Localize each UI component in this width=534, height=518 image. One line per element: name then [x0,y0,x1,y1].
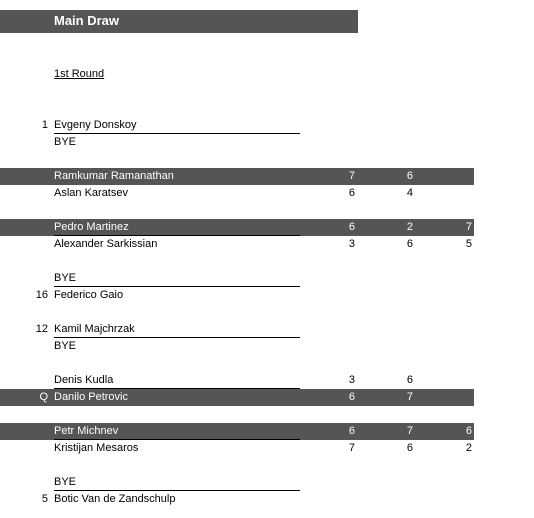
player-row [0,185,474,202]
player-name: Botic Van de Zandschulp [54,493,176,505]
player-name: Danilo Petrovic [54,391,128,403]
draw-header-bar [0,10,358,33]
player-name: Evgeny Donskoy [54,119,137,131]
player-name: BYE [54,136,77,148]
set-score: 6 [406,238,413,250]
player-row [0,236,474,253]
set-score: 3 [348,238,355,250]
set-score: 7 [348,170,355,182]
set-score: 2 [465,442,472,454]
set-score: 6 [465,425,472,437]
player-name: Alexander Sarkissian [54,238,158,250]
player-name: BYE [54,476,77,488]
player-name: BYE [54,272,77,284]
round-label: 1st Round [54,68,105,80]
set-score: 7 [406,391,413,403]
player-row [0,474,474,491]
set-score: 7 [465,221,472,233]
player-row [0,491,474,508]
player-row [0,219,474,236]
player-name: BYE [54,340,77,352]
set-score: 6 [348,391,355,403]
player-row [0,389,474,406]
set-score: 6 [348,187,355,199]
player-row [0,117,474,134]
set-score: 3 [348,374,355,386]
set-score: 6 [348,221,355,233]
set-score: 7 [406,425,413,437]
player-name: Pedro Martinez [54,221,129,233]
player-row [0,287,474,304]
player-row [0,321,474,338]
seed-label: Q [39,391,48,403]
player-row [0,372,474,389]
set-score: 6 [406,170,413,182]
player-row [0,134,474,151]
player-row [0,440,474,457]
player-row [0,270,474,287]
player-name: Kristijan Mesaros [54,442,139,454]
set-score: 7 [348,442,355,454]
seed-label: 16 [35,289,48,301]
set-score: 6 [406,374,413,386]
draw-title: Main Draw [54,13,120,28]
player-row [0,338,474,355]
seed-label: 5 [41,493,48,505]
player-name: Federico Gaio [54,289,124,301]
player-name: Denis Kudla [54,374,114,386]
set-score: 2 [406,221,413,233]
seed-label: 1 [41,119,48,131]
player-name: Kamil Majchrzak [54,323,135,335]
set-score: 4 [406,187,413,199]
set-score: 6 [348,425,355,437]
player-name: Petr Michnev [54,425,119,437]
player-row [0,168,474,185]
set-score: 5 [465,238,472,250]
player-name: Ramkumar Ramanathan [54,170,174,182]
seed-label: 12 [35,323,48,335]
player-name: Aslan Karatsev [54,187,128,199]
player-row [0,423,474,440]
set-score: 6 [406,442,413,454]
